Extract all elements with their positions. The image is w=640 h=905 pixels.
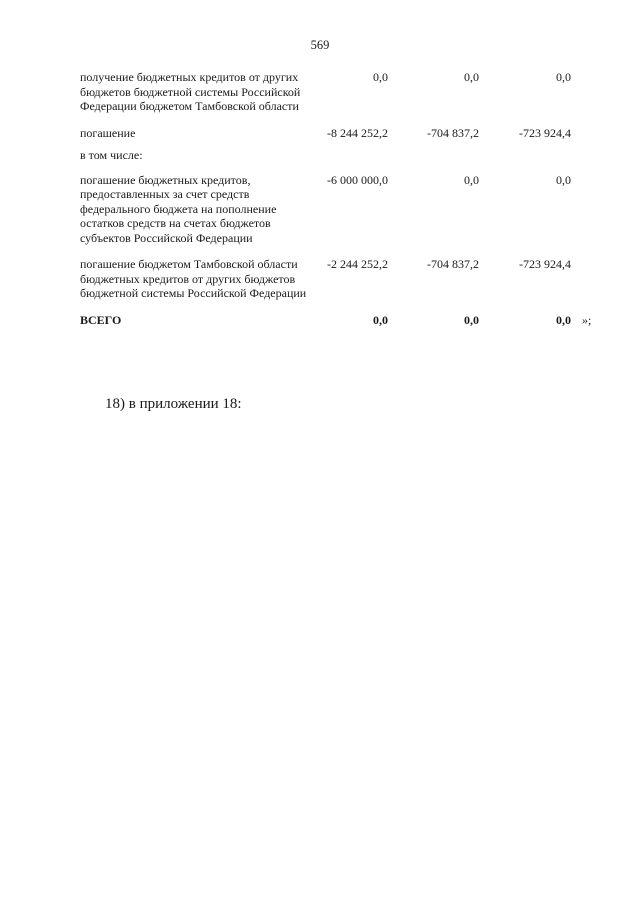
value-year-1: -8 244 252,2 — [327, 125, 388, 140]
row-label: погашение бюджетных кредитов, предоставленных за счет средств федерального бюджета на пополнение остатков средств на счетах бюджетов субъектов Российской Федерации — [80, 172, 277, 245]
table-row — [80, 173, 600, 246]
value-year-1: 0,0 — [373, 70, 388, 84]
value-year-1: -6 000 000,0 — [327, 172, 388, 187]
table-row — [80, 148, 600, 163]
closing-quote-mark: »; — [582, 312, 592, 327]
value-year-3: -723 924,4 — [519, 257, 571, 271]
total-label: ВСЕГО — [80, 312, 122, 327]
row-label: погашение — [80, 125, 136, 140]
value-year-2: -704 837,2 — [427, 125, 479, 140]
total-year-3: 0,0 — [556, 312, 571, 327]
value-year-3: -723 924,4 — [519, 125, 571, 140]
row-label: погашение бюджетом Тамбовской области бюджетных кредитов от других бюджетов бюджетной системы Российской Федерации — [80, 257, 307, 300]
value-year-3: 0,0 — [556, 70, 571, 84]
value-year-2: -704 837,2 — [427, 257, 479, 271]
table-row — [80, 257, 600, 301]
value-year-1: -2 244 252,2 — [327, 257, 388, 271]
total-year-2: 0,0 — [464, 312, 479, 327]
table-total-row — [80, 313, 600, 328]
value-year-2: 0,0 — [464, 70, 479, 84]
budget-sources-table — [80, 70, 600, 327]
value-year-2: 0,0 — [464, 172, 479, 187]
total-year-1: 0,0 — [373, 312, 388, 327]
page-number: 569 — [310, 38, 330, 52]
row-label: получение бюджетных кредитов от других бюджетов бюджетной системы Российской Федерации бюджетом Тамбовской области — [80, 70, 301, 113]
value-year-3: 0,0 — [556, 172, 571, 187]
table-row — [80, 126, 600, 141]
appendix-paragraph: 18) в приложении 18: — [105, 396, 242, 412]
table-row — [80, 70, 600, 114]
row-label: в том числе: — [80, 148, 143, 162]
